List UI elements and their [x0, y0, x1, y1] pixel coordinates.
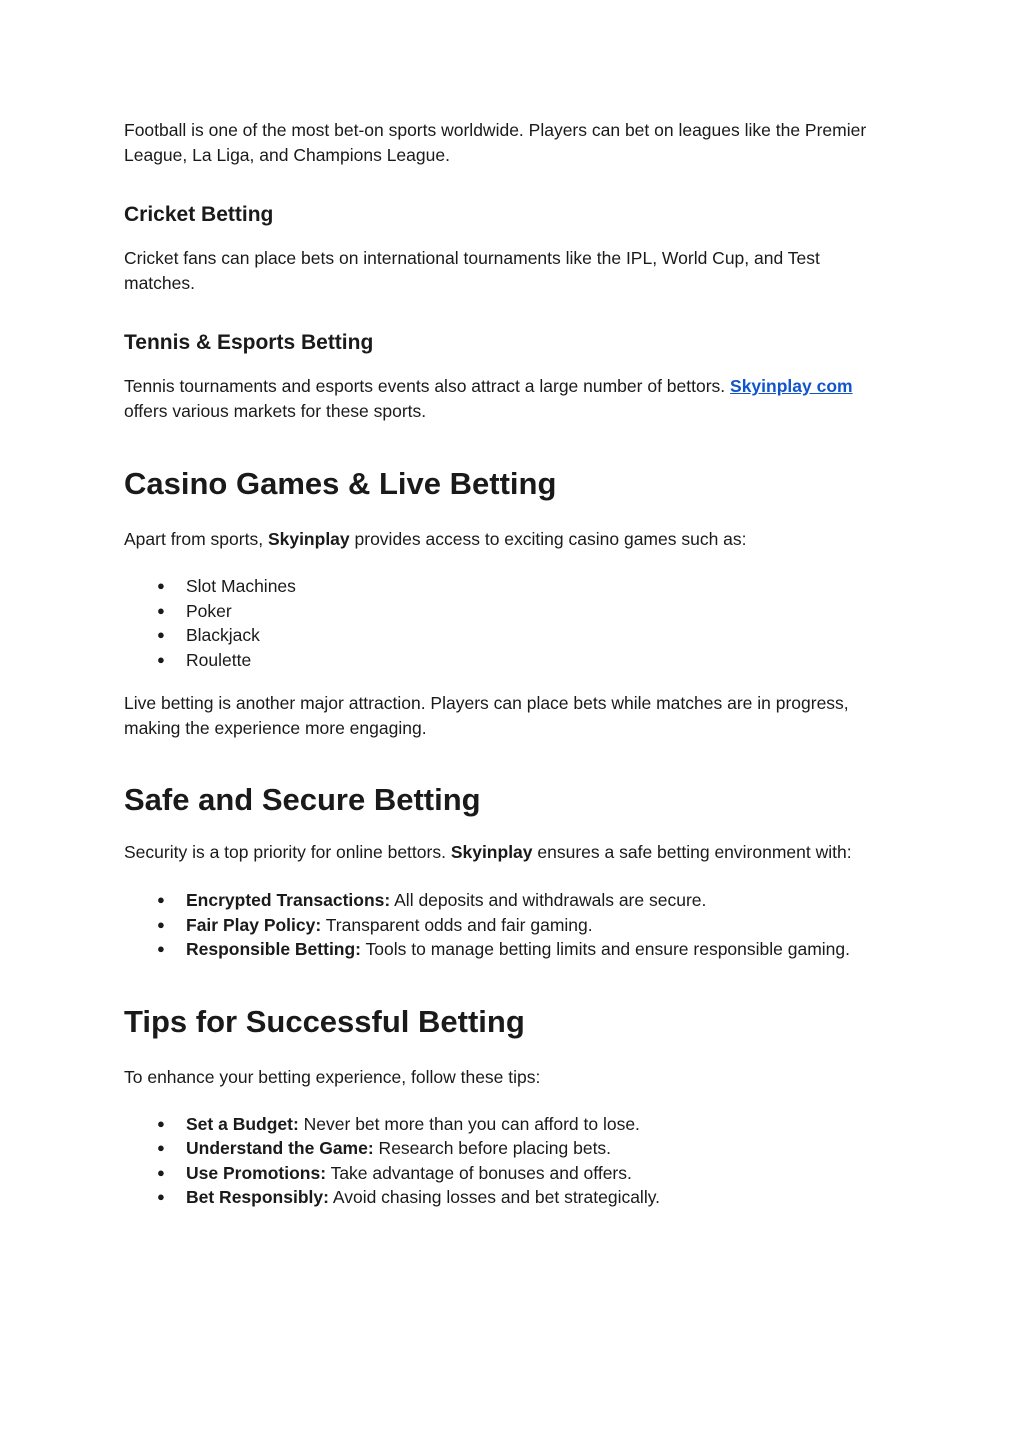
casino-intro-paragraph [124, 527, 884, 552]
item-label: Responsible Betting: [186, 939, 362, 959]
bullet-icon: ● [157, 627, 165, 642]
bullet-icon: ● [157, 651, 165, 667]
list-item [124, 648, 884, 673]
list-item [124, 888, 884, 913]
document-page [124, 118, 884, 1210]
security-intro-paragraph [124, 840, 884, 865]
list-item [124, 623, 884, 648]
security-intro-after: ensures a safe betting environment with: [532, 842, 852, 862]
tennis-text-after: offers various markets for these sports. [124, 401, 427, 421]
tips-list [124, 1112, 884, 1210]
bullet-icon: ● [157, 941, 165, 956]
skyinplay-link[interactable]: Skyinplay com [730, 376, 853, 396]
game-label: Slot Machines [186, 576, 296, 596]
bullet-icon: ● [157, 578, 165, 593]
tips-heading: Tips for Successful Betting [124, 1003, 525, 1039]
item-label: Set a Budget: [186, 1113, 299, 1134]
item-text: All deposits and withdrawals are secure. [390, 890, 707, 910]
item-label: Fair Play Policy: [186, 914, 322, 935]
item-label: Use Promotions: [186, 1162, 327, 1183]
security-intro-before: Security is a top priority for online bettors. [124, 842, 451, 862]
live-betting-paragraph: Live betting is another major attraction. Players can place bets while matches are in progress, making the experience more engaging. [124, 693, 849, 738]
security-list [124, 888, 884, 962]
list-item [124, 1185, 884, 1210]
item-text: Transparent odds and fair gaming. [321, 914, 593, 935]
item-text: Avoid chasing losses and bet strategically. [328, 1187, 661, 1207]
item-text: Take advantage of bonuses and offers. [326, 1162, 632, 1183]
security-heading: Safe and Secure Betting [124, 782, 481, 817]
list-item [124, 1136, 884, 1161]
intro-football-paragraph: Football is one of the most bet-on sports worldwide. Players can bet on leagues like the Premier League, La Liga, and Champions League. [124, 120, 867, 165]
casino-intro-brand: Skyinplay [267, 529, 350, 549]
bullet-icon: ● [157, 1164, 165, 1180]
game-label: Roulette [186, 649, 252, 670]
tips-intro-paragraph: To enhance your betting experience, follow these tips: [124, 1066, 541, 1087]
tennis-text-before: Tennis tournaments and esports events also attract a large number of bettors. [124, 376, 731, 396]
bullet-icon: ● [157, 602, 165, 618]
item-label: Encrypted Transactions: [186, 890, 391, 910]
tennis-heading: Tennis & Esports Betting [124, 331, 374, 354]
bullet-icon: ● [157, 1189, 165, 1204]
list-item [124, 574, 884, 599]
game-label: Blackjack [186, 625, 260, 645]
casino-intro-after: provides access to exciting casino games such as: [349, 529, 747, 549]
list-item [124, 1112, 884, 1137]
list-item [124, 1161, 884, 1186]
bullet-icon: ● [157, 1140, 165, 1155]
list-item [124, 913, 884, 938]
game-label: Poker [186, 600, 232, 621]
tennis-paragraph [124, 374, 884, 424]
casino-intro-before: Apart from sports, [124, 529, 268, 549]
bullet-icon: ● [157, 916, 165, 932]
item-text: Tools to manage betting limits and ensure responsible gaming. [361, 939, 851, 959]
casino-games-list [124, 574, 884, 672]
casino-heading: Casino Games & Live Betting [124, 466, 557, 501]
bullet-icon: ● [157, 892, 165, 907]
list-item [124, 599, 884, 624]
item-text: Research before placing bets. [373, 1138, 612, 1158]
cricket-paragraph: Cricket fans can place bets on international tournaments like the IPL, World Cup, and Test matches. [124, 248, 820, 293]
item-label: Understand the Game: [186, 1138, 374, 1158]
item-text: Never bet more than you can afford to lose. [298, 1113, 640, 1134]
cricket-heading: Cricket Betting [124, 203, 274, 226]
list-item [124, 937, 884, 962]
security-intro-brand: Skyinplay [450, 842, 533, 862]
item-label: Bet Responsibly: [186, 1187, 329, 1207]
bullet-icon: ● [157, 1115, 165, 1131]
